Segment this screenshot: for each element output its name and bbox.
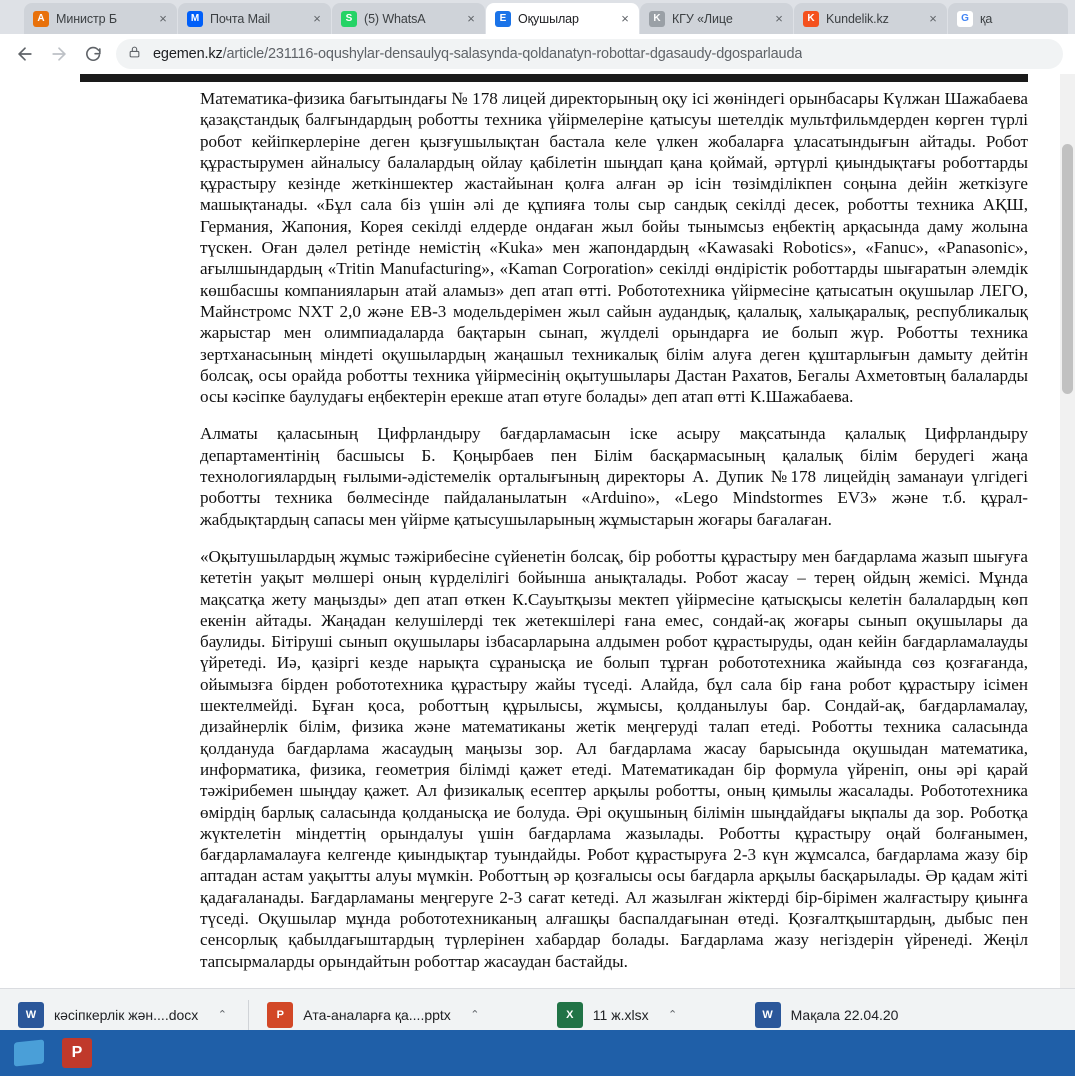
tab-title-ministr: Министр Б (56, 11, 117, 26)
article-paragraph-1: Математика-физика бағытындағы № 178 лицей директорының оқу ісі жөніндегі орынбасары Күлжан Шажабаева қазақстандық балғындардың роботты техника үйірмелеріне қатысуы шетелдік мультфильмдерден көрген түрлі робот кейіпкерлеріне деген қызғушылықтан бастала келе үлкен жобаларға ұласатындығын айтады. Робот құрастырумен айналысу балалардың ойлау қабілетін шыңдап қана қоймай, әртүрлі қиындықтағы роботтарды құрастыру кезінде жеткіншектер жастайынан қолға алған әр ісін төзімділікпен соңына дейін жеткізуге машықтанады. «Бұл сала біз үшін әлі де құпияға толы сыр сандық секілді десек, роботты техника АҚШ, Германия, Жапония, Корея секілді елдерде ондаған жыл бойы тынымсыз еңбектің арқасында даму жолына түскен. Оған дәлел ретінде немістің «Kuka» мен жапондардың «Kawasaki Robotics», «Fanuc», «Panasonic», ағылшындардың «Tritin Manufacturing», «Kaman Corporation» секілді өндірістік роботтарды шығаратын әлемдік көшбасшы компанияларын атай аламыз» деп атап өтті. Робототехника үйірмесіне қатысатын оқушылар ЛЕГО, Майнстромс NXT 2,0 және EB-3 модельдерімен жыл сайын аудандық, қалалық, халықаралық, республикалық жарыстар мен олимпиадаларда бақтарын сынап, жүлделі орындарға ие болып жүр. Роботты техника зертханасының міндеті оқушылардың жаңашыл техникалық білім алуға деген құштарлығын дамыту дейтін болсақ, осы орайда роботты техника үйірмесінің оқытушылары Дастан Рахатов, Бегалы Ахметовтың балаларды осы кәсіпке баулудағы еңбектерін ерекше атап өтуге болады» деп атап өтті К.Шажабаева. (200, 89, 1028, 407)
download-menu-chevron-11zh[interactable]: ⌃ (667, 1009, 678, 1021)
address-bar-url (153, 46, 802, 62)
tab-whatsapp[interactable] (332, 3, 485, 34)
tab-close-icon-whatsapp[interactable]: × (467, 11, 475, 26)
powerpoint-glyph: P (62, 1038, 92, 1068)
page-viewport (0, 74, 1075, 988)
tab-ministr[interactable] (24, 3, 177, 34)
powerpoint-taskbar-icon[interactable] (56, 1032, 98, 1074)
tab-title-google-search: қа (980, 11, 993, 26)
excel-file-icon: X (557, 1002, 583, 1028)
tab-pochta-mail[interactable] (178, 3, 331, 34)
tab-title-kundelik: Kundelik.kz (826, 11, 889, 26)
downloads-separator-1 (248, 1000, 249, 1030)
download-filename-kasipkerlik: кәсіпкерлік жән....docx (54, 1006, 199, 1023)
tab-favicon-google-search: G (957, 11, 973, 27)
tab-strip (0, 0, 1075, 34)
tab-close-icon-oqushylar[interactable]: × (621, 11, 629, 26)
article-paragraph-2: Алматы қаласының Цифрландыру бағдарламасын іске асыру мақсатында қалалық Цифрландыру департаментінің басшысы Б. Қоңырбаев пен Білім басқармасының қалалық білім берудегі жаңа технологиялардың ғылыми-әдістемелік орталығының директоры А. Дупик №178 лицейдің заманауи үлгідегі роботты техника бөлмесінде пайдаланылатын «Arduino», «Lego Mindstormes EV3» және т.б. құрал-жабдықтардың сапасы мен үйірме қатысушыларының жұмыстарын жоғары бағалаған. (200, 424, 1028, 529)
article-body (200, 88, 1028, 988)
tab-google-search[interactable] (948, 3, 1068, 34)
tab-favicon-kundelik: K (803, 11, 819, 27)
tab-favicon-ministr: A (33, 11, 49, 27)
tab-close-icon-kundelik[interactable]: × (929, 11, 937, 26)
page-header-band (80, 74, 1028, 82)
download-menu-chevron-kasipkerlik[interactable]: ⌃ (217, 1009, 227, 1021)
article-paragraph-3: «Оқытушылардың жұмыс тәжірибесіне сүйенетін болсақ, бір роботты құрастыру мен бағдарлама жазып шығуға кететін уақыт мөлшері оның күрделілігі бойынша анықталады. Робот жасау – терең ойдың жемісі. Мұнда мақсатқа жету маңызды» деп атап өткен К.Сауытқызы мектеп үйірмесіне қатысқысы келетін балалардың көп екенін айтады. Жаңадан келушілерді тек жетекшілері ғана емес, сондай-ақ жоғары сынып оқушылары да баулиды. Бітіруші сынып оқушылары ізбасарларына алдымен робот құрастыруды, одан кейін бағдарламалауды үйретеді. Иә, қазіргі кезде нарықта сұранысқа ие болып тұрған робототехника жайында сөз қозғағанда, ойымызға бірден робототехника құрастыру жайы түседі. Алайда, бұл сала бір ғана робот құрастыру ісімен шектелмейді. Бұған қоса, роботтың құрылысы, жұмысы, қолданылуы бар. Сондай-ақ, бағдарламалау, дизайнерлік білім, физика және математиканы жетік меңгеруді талап етеді. Роботты техника саласында қолдануда бағдарлама жасаудың маңызы зор. Ал бағдарлама жасау барысында оқушыдан математика, информатика, физика, геометрия білімді қажет етеді. Математикадан бір формула үйреніп, оны әрі қарай тәжірибемен шыңдау қажет. Ал физикалық есептер арқылы роботты, оның қимылы жасалады. Робототехника өмірдің барлық саласында қолданысқа ие болуда. Әрі оқушының білімін шыңдайдағы ықпалы да зор. Роботқа жүктелетін міндеттің орындалуы үшін бағдарлама жазылады. Роботты құрастыру оңай болғанымен, бағдарламалауға келгенде қиындықтар туындайды. Робот құрастыруға 2-3 күн жұмсалса, бағдарлама жазу бір аптадан астам уақытты алуы мүмкін. Роботтың әр қозғалысы осы бағдарла арқылы басқарылады. Әр қадам жіті қадағаланады. Бағдарламаны меңгеруге 2-3 сағат кетеді. Ал жазылған жіктерді бір-бірімен жалғастыру қиынға түседі. Оқушылар мұнда робототехниканың алғашқы баспалдағынан өтеді. Қозғалтқыштардың, дыбыс пен сенсорлық қабылдағыштардың түрлерінен хабардар болады. Бағдарлама жазу негіздерін үйренеді. Жеңіл тапсырмаларды орындайтын роботтар жасаудан бастайды. (200, 546, 1028, 971)
address-bar[interactable] (116, 39, 1063, 69)
tab-favicon-kgu-litsey: K (649, 11, 665, 27)
tab-title-pochta-mail: Почта Mail (210, 11, 271, 26)
windows-taskbar (0, 1030, 1075, 1076)
reload-icon[interactable] (76, 37, 110, 71)
word-file-icon: W (18, 1002, 44, 1028)
download-filename-maqala: Мақала 22.04.20 (790, 1006, 899, 1023)
address-bar-host: egemen.kz (153, 46, 223, 62)
tab-favicon-oqushylar: E (495, 11, 511, 27)
tab-favicon-pochta-mail: M (187, 11, 203, 27)
lock-icon (128, 45, 144, 64)
download-filename-11zh: 11 ж.xlsx (592, 1006, 649, 1023)
back-icon[interactable] (8, 37, 42, 71)
powerpoint-file-icon: P (267, 1002, 293, 1028)
address-bar-path: /article/231116-oqushylar-densaulyq-salasynda-qoldanatyn-robottar-dgasaudy-dgosparlauda (222, 46, 803, 62)
tab-favicon-whatsapp: S (341, 11, 357, 27)
forward-icon[interactable] (42, 37, 76, 71)
tab-title-kgu-litsey: КГУ «Лице (672, 11, 733, 26)
tab-title-whatsapp: (5) WhatsA (364, 11, 426, 26)
tab-kgu-litsey[interactable] (640, 3, 793, 34)
tab-kundelik[interactable] (794, 3, 947, 34)
download-menu-chevron-ata-analarga[interactable]: ⌃ (470, 1009, 480, 1021)
file-explorer-icon[interactable] (8, 1032, 50, 1074)
page-scrollbar[interactable] (1060, 74, 1075, 988)
browser-toolbar (0, 34, 1075, 74)
word-file-icon-2: W (755, 1002, 781, 1028)
tab-title-oqushylar: Оқушылар (518, 11, 579, 26)
tab-oqushylar[interactable] (486, 3, 639, 34)
page-scrollbar-thumb[interactable] (1062, 144, 1073, 394)
download-filename-ata-analarga: Ата-аналарға қа....pptx (303, 1006, 451, 1023)
folder-glyph (14, 1039, 44, 1066)
tab-close-icon-pochta-mail[interactable]: × (313, 11, 321, 26)
tab-close-icon-kgu-litsey[interactable]: × (775, 11, 783, 26)
tab-close-icon-ministr[interactable]: × (159, 11, 167, 26)
